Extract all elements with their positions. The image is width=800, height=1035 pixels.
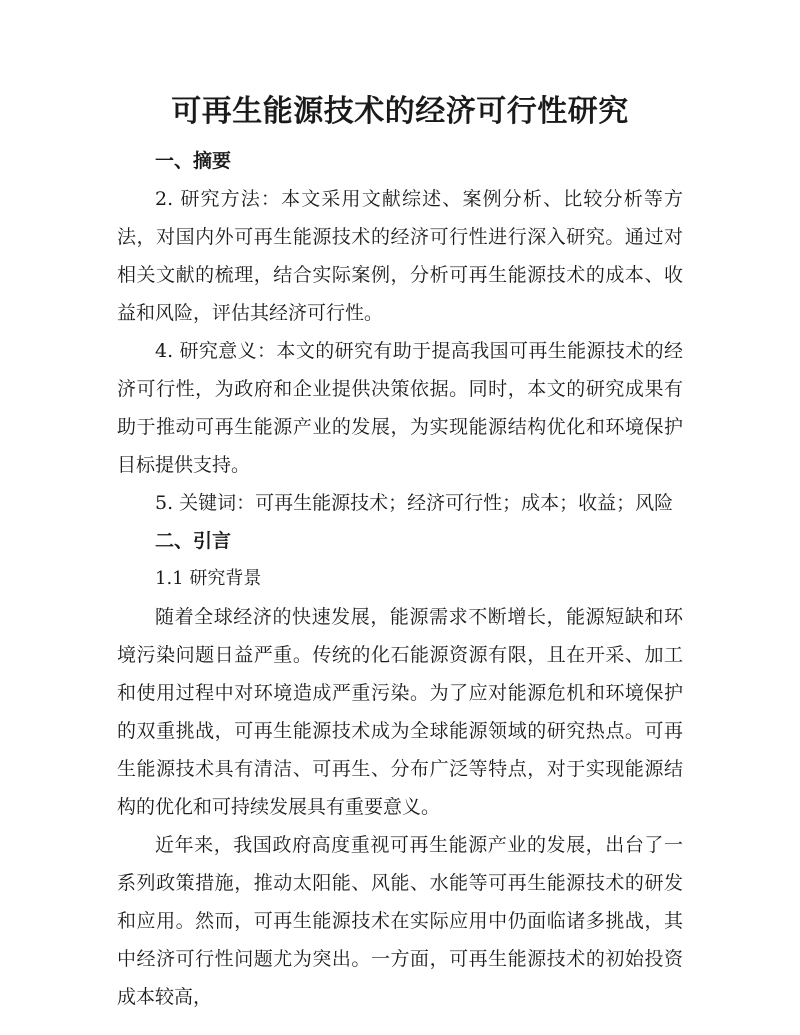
document-body <box>117 142 683 1016</box>
document-title: 可再生能源技术的经济可行性研究 <box>171 94 629 129</box>
subsection-heading-background: 1.1 研究背景 <box>155 568 262 589</box>
paragraph-research-significance: 4. 研究意义：本文的研究有助于提高我国可再生能源技术的经济可行性，为政府和企业提供决策依据。同时，本文的研究成果有助于推动可再生能源产业的发展，为实现能源结构优化和环境保护目标提供支持。 <box>117 340 683 476</box>
section-heading-introduction: 二、引言 <box>155 530 232 552</box>
paragraph-research-method: 2. 研究方法：本文采用文献综述、案例分析、比较分析等方法，对国内外可再生能源技术的经济可行性进行深入研究。通过对相关文献的梳理，结合实际案例，分析可再生能源技术的成本、收益和风险，评估其经济可行性。 <box>117 188 683 324</box>
paragraph-background-2: 近年来，我国政府高度重视可再生能源产业的发展，出台了一系列政策措施，推动太阳能、风能、水能等可再生能源技术的研发和应用。然而，可再生能源技术在实际应用中仍面临诸多挑战，其中经济可行性问题尤为突出。一方面，可再生能源技术的初始投资成本较高， <box>117 834 683 1008</box>
section-heading-abstract: 一、摘要 <box>155 150 232 172</box>
paragraph-background-1: 随着全球经济的快速发展，能源需求不断增长，能源短缺和环境污染问题日益严重。传统的化石能源资源有限，且在开采、加工和使用过程中对环境造成严重污染。为了应对能源危机和环境保护的双重挑战，可再生能源技术成为全球能源领域的研究热点。可再生能源技术具有清洁、可再生、分布广泛等特点，对于实现能源结构的优化和可持续发展具有重要意义。 <box>117 606 683 818</box>
paragraph-keywords: 5. 关键词：可再生能源技术；经济可行性；成本；收益；风险 <box>155 492 674 514</box>
